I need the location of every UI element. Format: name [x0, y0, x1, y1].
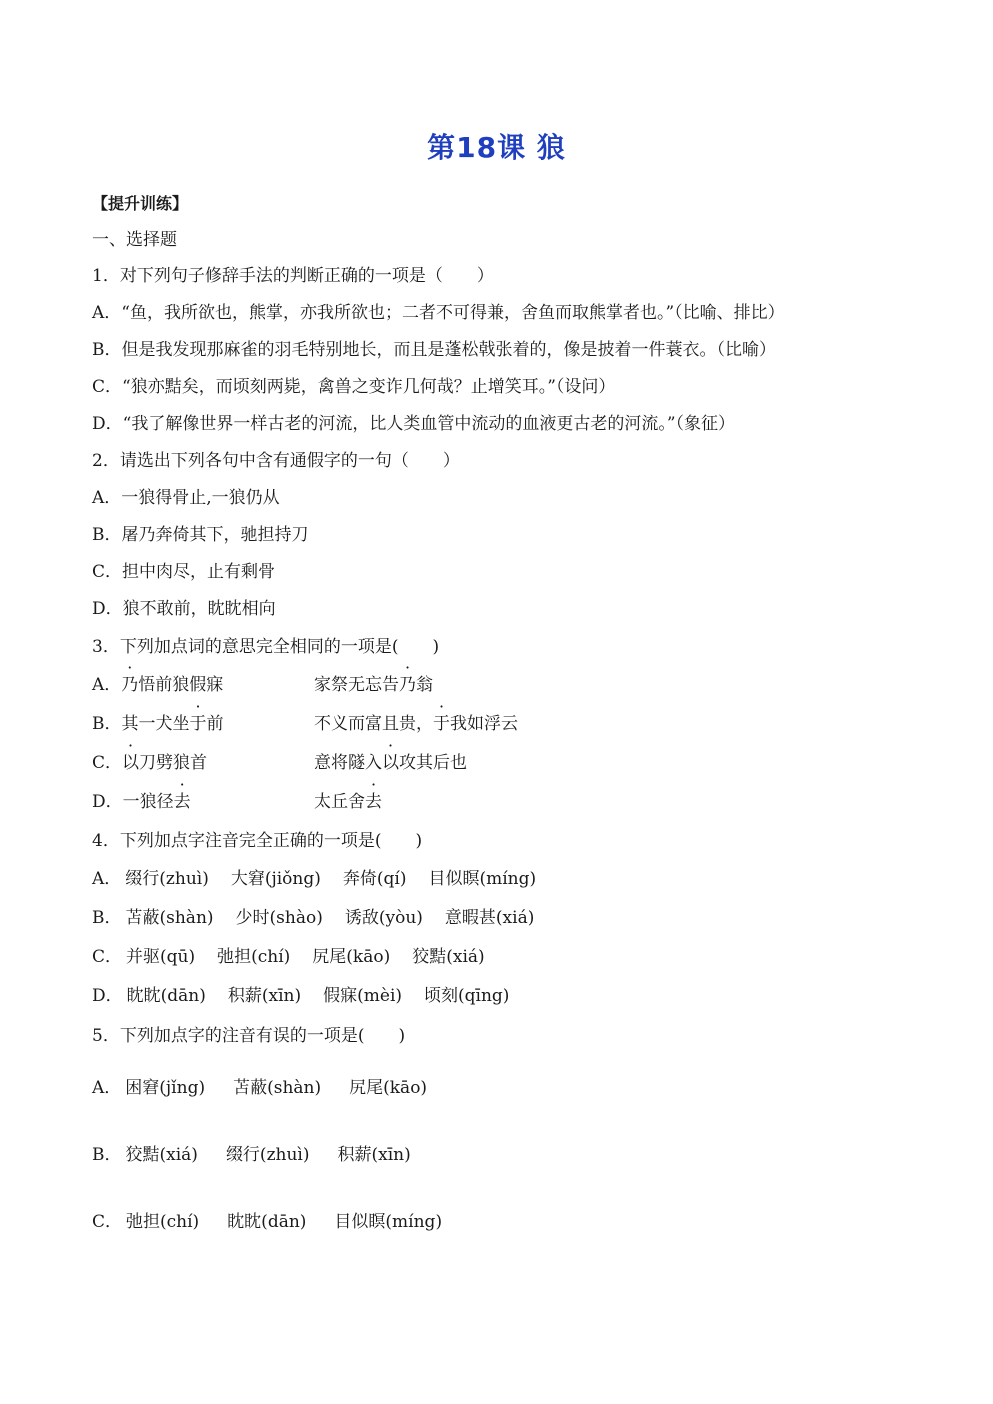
question-3-option-row [92, 674, 223, 696]
option-label: C． [92, 1212, 123, 1232]
pinyin-item: 弛担(chí) [126, 1212, 200, 1232]
pinyin-item: 困窘(jǐng) [125, 1078, 206, 1098]
pinyin-item: 意暇甚(xiá) [444, 908, 535, 928]
pinyin-item: 假寐(mèi) [323, 986, 403, 1006]
pinyin-item: 眈眈(dān) [126, 986, 206, 1006]
right-text: 家祭无忘告 [314, 675, 399, 695]
section-heading: 【提升训练】 [92, 194, 189, 213]
question-2-option-c: C．担中肉尽，止有剩骨 [92, 562, 276, 582]
question-3-compare-phrase [314, 791, 382, 813]
pinyin-item: 目似瞑(míng) [334, 1212, 443, 1232]
right-text: 翁 [416, 675, 433, 695]
pinyin-item: 缀行(zhuì) [125, 869, 209, 889]
emphasized-char: 于 [189, 714, 207, 734]
pinyin-item: 大窘(jiǒng) [230, 869, 321, 889]
option-label: D． [92, 792, 123, 812]
pinyin-item: 苫蔽(shàn) [125, 908, 214, 928]
pinyin-item: 苫蔽(shàn) [233, 1078, 322, 1098]
question-3-compare-phrase [314, 674, 433, 696]
pinyin-item: 眈眈(dān) [227, 1212, 307, 1232]
question-3-compare-phrase [314, 713, 518, 735]
question-4-option-row [92, 946, 507, 968]
pinyin-item: 少时(shào) [235, 908, 323, 928]
question-1-option-d: D．“我了解像世界一样古老的河流，比人类血管中流动的血液更古老的河流。”（象征） [92, 414, 736, 434]
pinyin-item: 狡黠(xiá) [125, 1145, 198, 1165]
right-text: 太丘舍 [314, 792, 365, 812]
left-text: 其一犬坐 [121, 714, 190, 734]
question-4-option-row [92, 907, 556, 929]
option-label: B． [92, 1145, 122, 1165]
right-text: 意将隧入 [314, 753, 382, 773]
question-5-option-row [92, 1144, 439, 1166]
emphasized-char: 以 [122, 753, 140, 773]
question-2-option-a: A．一狼得骨止,一狼仍从 [92, 488, 280, 508]
emphasized-char: 去 [173, 792, 191, 812]
emphasized-char: 以 [382, 753, 399, 773]
option-label: B． [92, 908, 122, 928]
question-1-option-a: A．“鱼，我所欲也，熊掌，亦我所欲也；二者不可得兼，舍鱼而取熊掌者也。”（比喻、排比） [92, 303, 785, 323]
part-heading: 一、选择题 [92, 230, 177, 250]
left-text: 一狼径 [122, 792, 174, 812]
pinyin-item: 弛担(chí) [217, 947, 291, 967]
option-label: C． [92, 947, 123, 967]
question-3-option-row [92, 713, 224, 735]
question-2-stem: 2．请选出下列各句中含有通假字的一句（ ） [92, 451, 460, 471]
left-text: 悟前狼假寐 [138, 675, 224, 695]
right-text: 攻其后也 [399, 753, 467, 773]
option-label: A． [92, 1078, 122, 1098]
pinyin-item: 奔倚(qí) [342, 869, 407, 889]
question-4-stem: 4．下列加点字注音完全正确的一项是( ) [92, 831, 423, 851]
left-text: 前 [206, 714, 224, 734]
question-1-option-b: B．但是我发现那麻雀的羽毛特别地长，而且是蓬松戟张着的，像是披着一件蓑衣。（比喻） [92, 340, 776, 360]
pinyin-item: 缀行(zhuì) [225, 1145, 310, 1165]
pinyin-item: 积薪(xīn) [227, 986, 302, 1006]
right-text: 我如浮云 [450, 714, 518, 734]
pinyin-item: 顷刻(qīng) [424, 986, 510, 1006]
option-label: C． [92, 753, 123, 773]
option-label: A． [92, 675, 122, 695]
option-label: B． [92, 714, 122, 734]
emphasized-char: 乃 [399, 675, 416, 695]
pinyin-item: 目似瞑(míng) [428, 869, 537, 889]
pinyin-item: 诱敌(yòu) [344, 908, 423, 928]
left-text: 刀劈狼首 [139, 753, 208, 773]
question-3-compare-phrase [314, 752, 467, 774]
question-3-option-row [92, 791, 191, 813]
question-3-option-row [92, 752, 207, 774]
question-5-option-row [92, 1211, 470, 1233]
question-1-stem: 1．对下列句子修辞手法的判断正确的一项是（ ） [92, 266, 494, 286]
right-text: 不义而富且贵， [314, 714, 433, 734]
pinyin-item: 积薪(xīn) [337, 1145, 411, 1165]
pinyin-item: 并驱(qū) [126, 947, 196, 967]
question-4-option-row [92, 985, 531, 1007]
question-2-option-d: D．狼不敢前，眈眈相向 [92, 599, 276, 619]
question-1-option-c: C．“狼亦黠矣，而顷刻两毙，禽兽之变诈几何哉？止增笑耳。”（设问） [92, 377, 616, 397]
pinyin-item: 狡黠(xiá) [412, 947, 485, 967]
question-3-stem: 3．下列加点词的意思完全相同的一项是( ) [92, 637, 440, 657]
question-5-stem: 5．下列加点字的注音有误的一项是( ) [92, 1026, 406, 1046]
option-label: A． [92, 869, 122, 889]
pinyin-item: 尻尾(kāo) [349, 1078, 428, 1098]
question-4-option-row [92, 868, 558, 890]
pinyin-item: 尻尾(kāo) [312, 947, 391, 967]
lesson-title: 第18课 狼 [427, 131, 566, 164]
emphasized-char: 去 [365, 792, 382, 812]
question-2-option-b: B．屠乃奔倚其下，驰担持刀 [92, 525, 309, 545]
option-label: D． [92, 986, 123, 1006]
emphasized-char: 乃 [121, 675, 139, 695]
question-5-option-row [92, 1077, 455, 1099]
emphasized-char: 于 [433, 714, 450, 734]
